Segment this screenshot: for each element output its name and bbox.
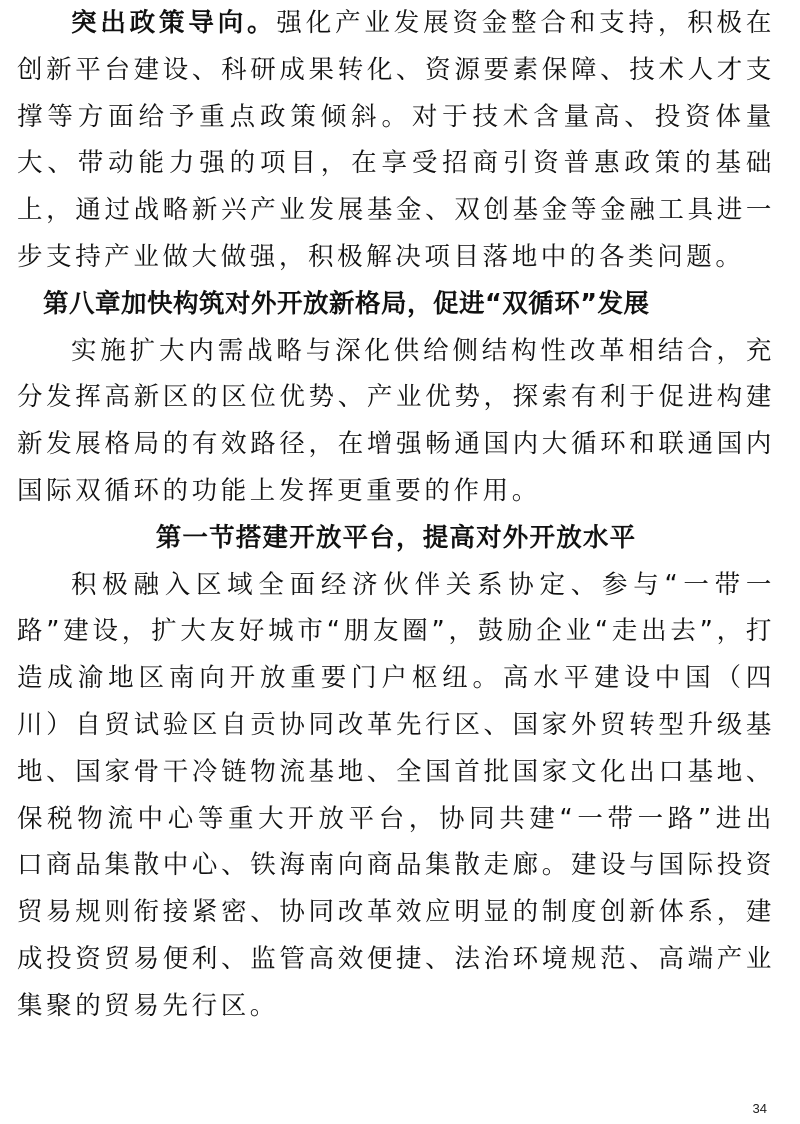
policy-guidance-paragraph <box>17 0 775 281</box>
page-number: 34 <box>752 1101 767 1116</box>
chapter-intro-paragraph: 实施扩大内需战略与深化供给侧结构性改革相结合，充分发挥高新区的区位优势、产业优势，探索有利于促进构建新发展格局的有效路径，在增强畅通国内大循环和联通国内国际双循环的功能上发挥更重要的作用。 <box>17 335 775 506</box>
section-heading: 第一节搭建开放平台，提高对外开放水平 <box>155 522 637 553</box>
chapter-heading: 第八章加快构筑对外开放新格局，促进“双循环”发展 <box>43 288 650 319</box>
paragraph-body-text: 强化产业发展资金整合和支持，积极在创新平台建设、科研成果转化、资源要素保障、技术人才支撑等方面给予重点政策倾斜。对于技术含量高、投资体量大、带动能力强的项目，在享受招商引资普惠政策的基础上，通过战略新兴产业发展基金、双创基金等金融工具进一步支持产业做大做强，积极解决项目落地中的各类问题。 <box>17 8 775 272</box>
page-content <box>17 0 775 1030</box>
paragraph-lead-heading: 突出政策导向。 <box>71 8 277 38</box>
open-platform-paragraph: 积极融入区域全面经济伙伴关系协定、参与“一带一路”建设，扩大友好城市“朋友圈”，鼓励企业“走出去”，打造成渝地区南向开放重要门户枢纽。高水平建设中国（四川）自贸试验区自贡协同改革先行区、国家外贸转型升级基地、国家骨干冷链物流基地、全国首批国家文化出口基地、保税物流中心等重大开放平台，协同共建“一带一路”进出口商品集散中心、铁海南向商品集散走廊。建设与国际投资贸易规则衔接紧密、协同改革效应明显的制度创新体系，建成投资贸易便利、监管高效便捷、法治环境规范、高端产业集聚的贸易先行区。 <box>17 569 775 1021</box>
